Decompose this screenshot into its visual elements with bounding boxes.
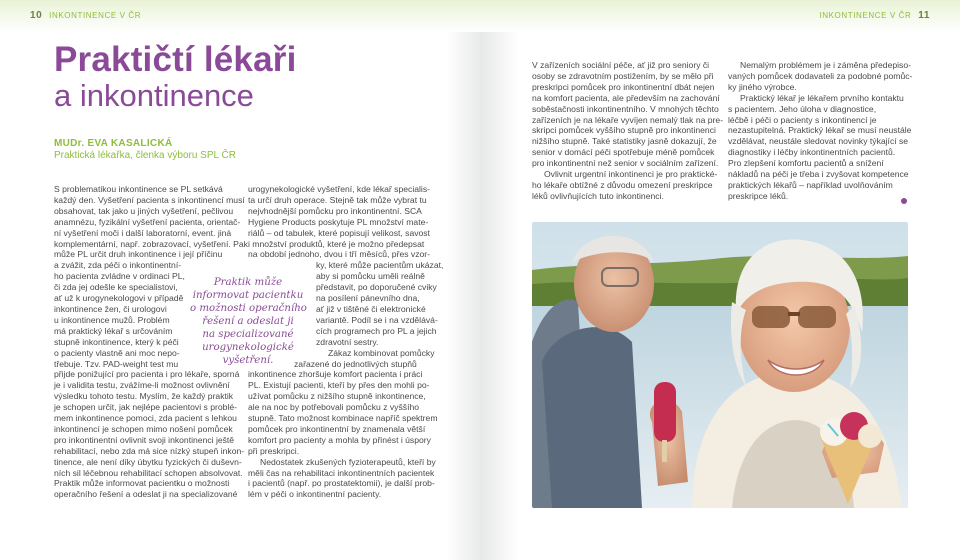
end-of-article-bullet — [901, 198, 907, 204]
pull-quote-line: informovat pacientku — [192, 290, 304, 301]
column-4-line: vzdělávat, neustále sledovat novinky týkající se — [728, 136, 909, 147]
column-1-line: inkontinence žen, či urologovi — [54, 303, 167, 314]
column-2-line: nejvhodnější pomůcku pro inkontinentní. SCA — [248, 205, 422, 216]
column-2-line: při preskripci. — [248, 445, 300, 456]
left-running-header — [26, 10, 141, 21]
column-1-line: mem inkontinence pomoci, zda pacient s lehkou — [54, 413, 237, 424]
pull-quote-line: řešení a odeslat ji — [202, 316, 294, 327]
column-3-line: léků ovlivňujících tuto inkontinenci. — [532, 190, 664, 201]
column-2-line: ale na noc by potřebovali pomůcku z vyššího — [248, 402, 420, 413]
column-1-line: je i validita testu, zvážíme-li možnost ovlivnění — [54, 380, 230, 391]
column-3-line: pro inkontinentní než senior v sociálním zařízení. — [532, 158, 719, 169]
column-1-line: ní vyšetření moči i další laboratorní, event. jiná — [54, 227, 232, 238]
column-3-line: V zařízeních sociální péče, ať již pro seniory či — [532, 60, 710, 70]
column-4-line: preskripce léků. — [728, 190, 789, 201]
pull-quote-line: Praktik může — [213, 277, 283, 288]
column-1-line: přijde ponižující pro pacienta i pro lékaře, sporná — [54, 369, 240, 380]
column-2-line: ky, které může pacientům ukázat, — [316, 260, 444, 271]
pull-quote-line: vyšetření. — [222, 355, 274, 366]
column-2-line: aby si pomůcku uměli reálně — [316, 271, 425, 282]
right-page-number: 11 — [918, 10, 930, 21]
column-3-line: ho lékaře obtížné z důvodu omezení preskripce — [532, 179, 713, 190]
column-1-line: obsahovat, tak jako u jiných vyšetření, pečlivou — [54, 205, 234, 216]
column-2-line: cích programech pro PL a jejich — [316, 325, 437, 336]
column-2-line: lém v péči o inkontinentní pacienty. — [248, 489, 382, 500]
pull-quote-line: urogynekologické — [202, 342, 294, 353]
column-4-line: diagnostiky i léčby inkontinentních pacientů. — [728, 147, 896, 158]
column-2-line: inkontinence zhoršuje komfort pacienta i práci — [248, 369, 423, 380]
column-2-line: pomůcek pro inkontinentní by znamenala větší — [248, 423, 426, 434]
column-4-line: nezastupitelná. Praktický lékař se musí neustále — [728, 125, 912, 136]
author-name: MUDr. EVA KASALICKÁ — [54, 138, 173, 149]
column-2-line: Hygiene Products poskytuje PL množství mate- — [248, 216, 429, 227]
left-running-title: INKONTINENCE V ČR — [49, 11, 142, 20]
column-2-line: na období jednoho, dvou i tří měsíců, přes vzor- — [248, 249, 431, 260]
column-2-line: ať již v tištěné či elektronické — [316, 303, 426, 314]
column-4-line: s pacientem. Jeho úloha v diagnostice, — [728, 103, 877, 114]
column-1-line: pro inkontinentní ovlivnit svoji inkontinenci ještě — [54, 434, 235, 445]
column-4-line: vaných pomůcek dodavateli za podobné pomůc- — [728, 70, 913, 81]
column-1-line: u inkontinence mužů. Problém — [54, 314, 170, 325]
column-2-line: ta určí druh operace. Stejně tak může vybrat tu — [248, 194, 427, 205]
column-3-line: osoby se zdravotním postižením, by se mělo při — [532, 70, 714, 81]
pull-quote-line: na specializované — [202, 329, 294, 340]
column-1-line: a zvážit, zda péči o inkontinentní- — [54, 260, 182, 271]
column-4-line: ky jiného výrobce. — [728, 81, 797, 92]
column-2-line: měli čas na rehabilitaci inkontinentních pacientek — [248, 467, 435, 478]
pull-quote — [190, 276, 306, 367]
column-1-line: stupně inkontinence, který k péči — [54, 336, 179, 347]
right-page — [480, 0, 960, 560]
column-2-line: variantě. Podíl se i na vzdělává- — [316, 314, 438, 325]
column-2-line: urogynekologické vyšetření, kde lékař specialis- — [248, 184, 430, 194]
column-1-line: o pacienty vlastně ani moc nepo- — [54, 347, 180, 358]
column-4-line: léčbě i péči o pacienty s inkontinencí je — [728, 114, 877, 125]
column-1-line: komplementární, např. zobrazovací, vyšetření. Pak — [54, 238, 248, 249]
column-3-line: skripci pomůcek vyššího stupně pro inkontinenci — [532, 125, 716, 136]
column-2-line: na posílení pánevního dna, — [316, 293, 420, 304]
column-2-line: i množství produktů, které je možno předepsat — [248, 238, 425, 249]
column-3-line: zařízeních je na lékaře vyvíjen nemalý tlak na pre- — [532, 114, 724, 125]
column-1-line: či zda jej odešle ke specialistovi, — [54, 282, 178, 293]
column-3-line: senior v domácí péči spotřebuje méně pomůcek — [532, 147, 715, 158]
column-4-line: nákladů na péči je třeba i zvyšovat kompetence — [728, 169, 909, 180]
right-running-header — [819, 10, 934, 21]
column-4-line: praktických lékařů – například uvolňováním — [728, 179, 893, 190]
column-1-line: operačního řešení a odeslat ji na specializované — [54, 489, 238, 500]
article-title-line1: Praktičtí lékaři — [54, 40, 297, 79]
column-2-line: Zákaz kombinovat pomůcky — [328, 347, 435, 358]
column-3-line: nižšího stupně. Také statistiky jasně dokazují, že — [532, 136, 717, 147]
column-1-line: může PL určit druh inkontinence i její příčinu — [54, 249, 223, 260]
left-page-number: 10 — [30, 10, 43, 21]
article-title-line2: a inkontinence — [54, 78, 254, 113]
column-3-line: soběstačnosti inkontinentního. V mnohých těchto — [532, 103, 719, 114]
column-2-line: zařazené do jednotlivých stupňů — [294, 358, 417, 369]
column-1-line: tinence, ale není díky úbytku fyzických či duševn- — [54, 456, 242, 467]
pull-quote-line: o možnosti operačního — [190, 303, 307, 314]
column-2-line: Nedostatek zkušených fyzioterapeutů, kteří by — [260, 456, 436, 467]
column-4-line: Praktický lékař je lékařem prvního kontaktu — [740, 92, 904, 103]
column-4-line: Pro zlepšení komfortu pacientů a snížení — [728, 158, 884, 169]
column-1-line: ho pacienta zvládne v ordinaci PL, — [54, 271, 185, 282]
column-3-line: preskripci pomůcek pro inkontinentní dbát nejen — [532, 81, 715, 92]
column-1-line: rehabilitací, nebo zda má sice nízký stupeň inkon- — [54, 445, 245, 456]
column-4-line: Nemalým problémem je i záměna předepiso- — [740, 60, 911, 70]
column-2-line: zdravotní sestry. — [316, 336, 379, 347]
column-2-line: komfort pro pacienty a mohla by přinést i úspory — [248, 434, 431, 445]
column-1-line: inkontinencí je schopen mimo nošení pomůcek — [54, 423, 233, 434]
column-2-line: i pacientů (např. po prostatektomii), je další prob- — [248, 478, 435, 489]
column-1-line: výsledku tohoto testu. Myslím, že každý praktik — [54, 391, 234, 402]
column-2-line: stupně. Tato možnost kombinace napříč spektrem — [248, 413, 438, 424]
column-3-line: Ovlivnit urgentní inkontinenci je pro praktické- — [544, 169, 718, 180]
photo-illustration — [532, 222, 908, 508]
column-1-line: každý den. Vyšetření pacienta s inkontinencí musí — [54, 194, 245, 205]
column-2-line: užívat pomůcku z nižšího stupně inkontinence, — [248, 391, 426, 402]
right-running-title: INKONTINENCE V ČR — [819, 11, 912, 20]
column-1-line: třebuje. Tzv. PAD-weight test mu — [54, 358, 179, 369]
column-4-text — [728, 60, 916, 202]
photo-elderly-couple-ice-cream — [532, 222, 908, 508]
column-3-line: na komfort pacienta, ale především na zachování — [532, 92, 720, 103]
column-2-line: představit, po doporučené cviky — [316, 282, 437, 293]
column-3-text — [532, 60, 724, 202]
column-1-line: ních sil léčebnou rehabilitací schopen absolvovat. — [54, 467, 243, 478]
column-1-line: Praktik může informovat pacientku o možnosti — [54, 478, 230, 489]
column-2-line: riálů – od tabulek, které popisují velikost, savost — [248, 227, 430, 238]
author-role: Praktická lékařka, členka výboru SPL ČR — [54, 150, 236, 161]
column-1-line: S problematikou inkontinence se PL setkává — [54, 184, 223, 194]
column-2-line: PL. Existují pacienti, kteří by přes den mohli po- — [248, 380, 430, 391]
column-1-line: ať už k urogynekologovi v případě — [54, 293, 184, 304]
column-1-line: má praktický lékař s určováním — [54, 325, 173, 336]
column-1-line: anamnézu, fyzikální vyšetření pacienta, orientač- — [54, 216, 241, 227]
column-1-line: je schopen určit, jak nejlépe pacientovi s problé- — [54, 402, 237, 413]
